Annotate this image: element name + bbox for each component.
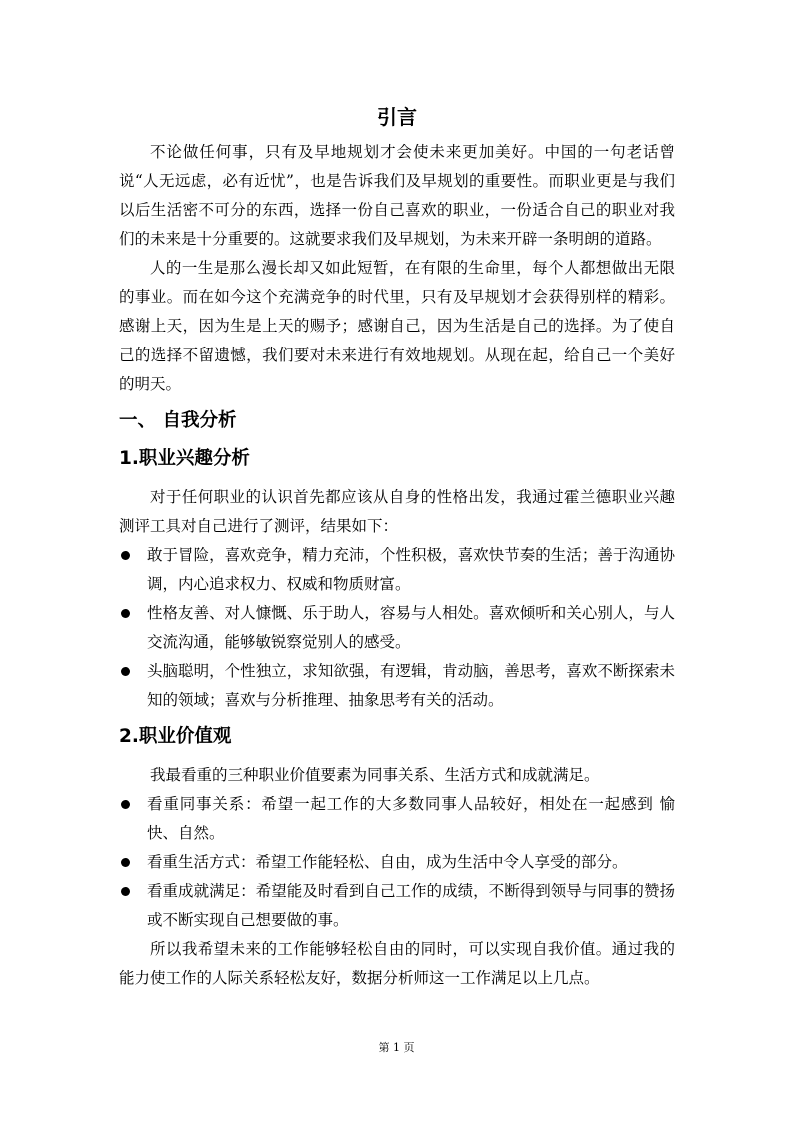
bullet-icon [121, 887, 130, 896]
list-item-text: 看重同事关系：希望一起工作的大多数同事人品较好，相处在一起感到 愉快、自然。 [147, 795, 675, 842]
subsection-heading-career-values: 2.职业价值观 [119, 726, 232, 747]
subsection-heading-career-interest: 1.职业兴趣分析 [119, 448, 250, 469]
page-content [119, 100, 675, 993]
bullet-icon [121, 551, 130, 560]
list-item-text: 看重成就满足：希望能及时看到自己工作的成绩，不断得到领导与同事的赞扬或不断实现自己想要做的事。 [147, 882, 675, 929]
bullet-icon [121, 609, 130, 618]
page-title: 引言 [377, 105, 417, 129]
list-item-text: 敢于冒险，喜欢竞争，精力充沛，个性积极，喜欢快节奏的生活；善于沟通协调，内心追求权力、权威和物质财富。 [147, 546, 675, 593]
list-item [119, 541, 675, 599]
list-item-text: 性格友善、对人慷慨、乐于助人，容易与人相处。喜欢倾听和关心别人，与人交流沟通，能够敏锐察觉别人的感受。 [147, 604, 675, 651]
list-item-text: 看重生活方式：希望工作能轻松、自由，成为生活中令人享受的部分。 [147, 853, 628, 871]
career-interest-list [119, 541, 675, 715]
bullet-icon [121, 667, 130, 676]
bullet-icon [121, 858, 130, 867]
bullet-icon [121, 800, 130, 809]
page-number: 第 1 页 [378, 1041, 415, 1054]
list-item [119, 657, 675, 715]
list-item [119, 790, 675, 848]
intro-paragraph-1: 不论做任何事，只有及早地规划才会使未来更加美好。中国的一句老话曾说“人无远虑，必有近忧”，也是告诉我们及早规划的重要性。而职业更是与我们以后生活密不可分的东西，选择一份自己喜欢的职业，一份适合自己的职业对我们的未来是十分重要的。这就要求我们及早规划，为未来开辟一条明朗的道路。 [119, 143, 675, 248]
list-item [119, 599, 675, 657]
intro-paragraph-2: 人的一生是那么漫长却又如此短暂，在有限的生命里，每个人都想做出无限的事业。而在如今这个充满竞争的时代里，只有及早规划才会获得别样的精彩。感谢上天，因为生是上天的赐予；感谢自己，因为生活是自己的选择。为了使自己的选择不留遗憾，我们要对未来进行有效地规划。从现在起，给自己一个美好的明天。 [119, 259, 675, 393]
list-item-text: 头脑聪明，个性独立，求知欲强，有逻辑，肯动脑，善思考，喜欢不断探索未知的领域；喜欢与分析推理、抽象思考有关的活动。 [147, 662, 675, 709]
career-values-list [119, 790, 675, 935]
career-values-closing: 所以我希望未来的工作能够轻松自由的同时，可以实现自我价值。通过我的能力使工作的人际关系轻松友好，数据分析师这一工作满足以上几点。 [119, 940, 675, 987]
section-heading-self-analysis: 一、 自我分析 [119, 410, 237, 431]
list-item [119, 877, 675, 935]
list-item [119, 848, 675, 877]
career-values-lead: 我最看重的三种职业价值要素为同事关系、生活方式和成就满足。 [150, 766, 600, 784]
career-interest-lead: 对于任何职业的认识首先都应该从自身的性格出发，我通过霍兰德职业兴趣测评工具对自己进行了测评，结果如下： [119, 488, 675, 535]
